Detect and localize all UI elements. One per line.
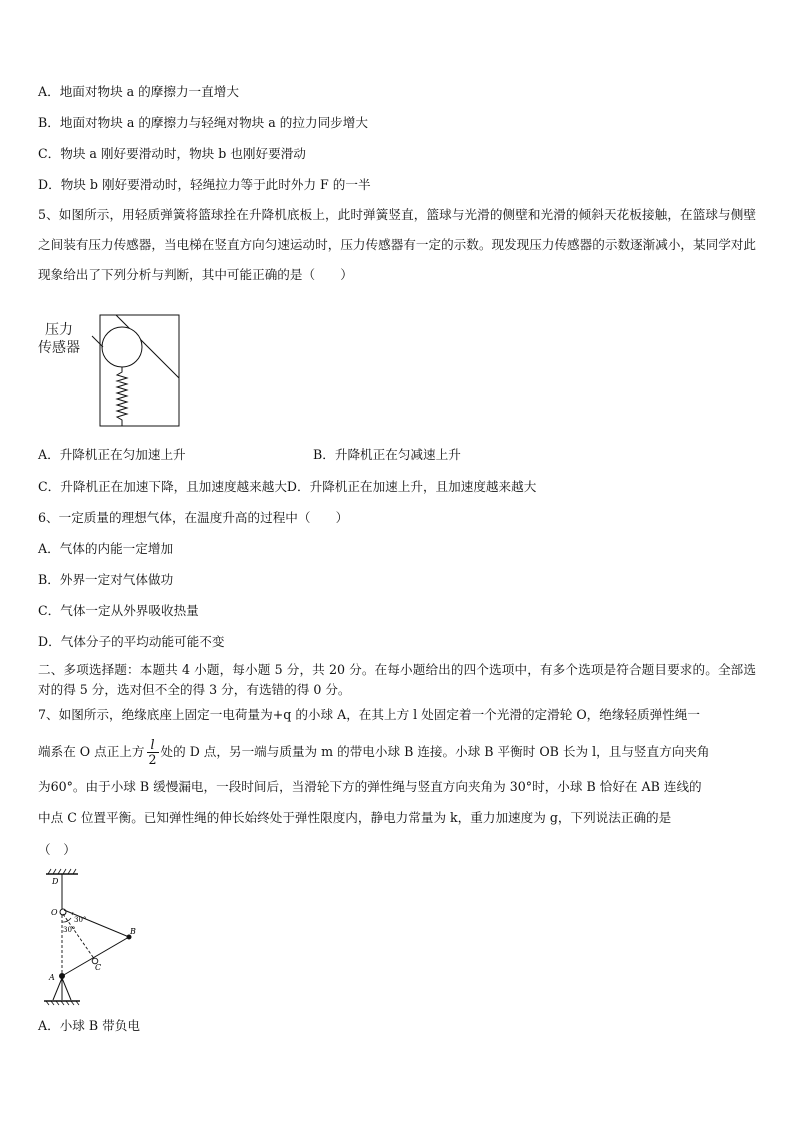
q6-option-b: B．外界一定对气体做功 xyxy=(38,572,174,587)
q4-option-b: B．地面对物块 a 的摩擦力与轻绳对物块 a 的拉力同步增大 xyxy=(38,115,368,130)
q6-option-d: D．气体分子的平均动能可能不变 xyxy=(38,634,225,649)
q7-label-C: C xyxy=(95,963,102,972)
q7-line-2-post: 处的 D 点，另一端与质量为 m 的带电小球 B 连接。小球 B 平衡时 OB 长为 l，且与竖直方向夹角 xyxy=(160,744,710,759)
q7-stand-right-leg xyxy=(62,978,71,1000)
q7-fraction xyxy=(147,738,159,767)
q7-fraction-numerator: l xyxy=(147,738,159,753)
q5-option-a: A．升降机正在匀加速上升 xyxy=(38,447,186,462)
q5-sensor-label-1: 压力 xyxy=(45,322,73,338)
q4-option-d: D．物块 b 刚好要滑动时，轻绳拉力等于此时外力 F 的一半 xyxy=(38,177,371,192)
q7-line-2 xyxy=(38,736,756,768)
q6-option-a: A．气体的内能一定增加 xyxy=(38,541,174,556)
q5-option-c: C．升降机正在加速下降，且加速度越来越大 xyxy=(38,479,287,494)
q4-option-c: C．物块 a 刚好要滑动时，物块 b 也刚好要滑动 xyxy=(38,146,306,161)
q5-option-b: B．升降机正在匀减速上升 xyxy=(313,447,461,462)
q7-angle-label-1: 30° xyxy=(63,926,76,934)
q7-angle-label-2: 30° xyxy=(74,916,87,924)
q7-figure xyxy=(36,866,146,1006)
q4-option-a: A．地面对物块 a 的摩擦力一直增大 xyxy=(38,84,239,99)
q5-spring xyxy=(117,367,127,426)
q7-fraction-denominator: 2 xyxy=(148,752,157,767)
q5-option-d: D．升降机正在加速上升，且加速度越来越大 xyxy=(286,479,537,494)
q5-options-row-1 xyxy=(38,447,756,463)
q5-basketball xyxy=(102,327,142,367)
q7-label-B: B xyxy=(130,927,136,936)
q5-sensor-label-2: 传感器 xyxy=(38,340,80,356)
q6-stem: 6、一定质量的理想气体，在温度升高的过程中（ ） xyxy=(38,510,349,525)
q7-line-1: 7、如图所示，绝缘底座上固定一电荷量为+q 的小球 A，在其上方 l 处固定着一个光滑的定滑轮 O，绝缘轻质弹性绳一 xyxy=(38,707,700,722)
q7-label-O: O xyxy=(51,908,58,917)
q7-line-2-pre: 端系在 O 点正上方 xyxy=(38,744,145,759)
section2-heading: 二、多项选择题：本题共 4 小题，每小题 5 分，共 20 分。在每小题给出的四个选项中，有多个选项是符合题目要求的。全部选对的得 5 分，选对但不全的得 3 分，有选错的得 0 分。 xyxy=(38,662,756,697)
q5-sensor-leader xyxy=(92,336,103,347)
q6-option-c: C．气体一定从外界吸收热量 xyxy=(38,603,199,618)
q5-options-row-2 xyxy=(38,479,756,495)
q5-stem: 5、如图所示，用轻质弹簧将篮球拴在升降机底板上，此时弹簧竖直，篮球与光滑的侧壁和光滑的倾斜天花板接触，在篮球与侧壁之间装有压力传感器，当电梯在竖直方向匀速运动时，压力传感器有一定的示数。现发现压力传感器的示数逐渐减小，某同学对此现象给出了下列分析与判断，其中可能正确的是（ ） xyxy=(38,207,756,282)
q7-line-4: 中点 C 位置平衡。已知弹性绳的伸长始终处于弹性限度内，静电力常量为 k，重力加速度为 g，下列说法正确的是 xyxy=(38,810,672,825)
q7-label-D: D xyxy=(52,877,59,886)
q5-figure xyxy=(36,312,186,430)
q7-label-A: A xyxy=(49,973,55,982)
q7-line-5: （ ） xyxy=(38,842,76,857)
q7-line-3: 为60°。由于小球 B 缓慢漏电，一段时间后，当滑轮下方的弹性绳与竖直方向夹角为 30°时，小球 B 恰好在 AB 连线的 xyxy=(38,779,702,794)
q7-option-a: A．小球 B 带负电 xyxy=(38,1018,140,1033)
